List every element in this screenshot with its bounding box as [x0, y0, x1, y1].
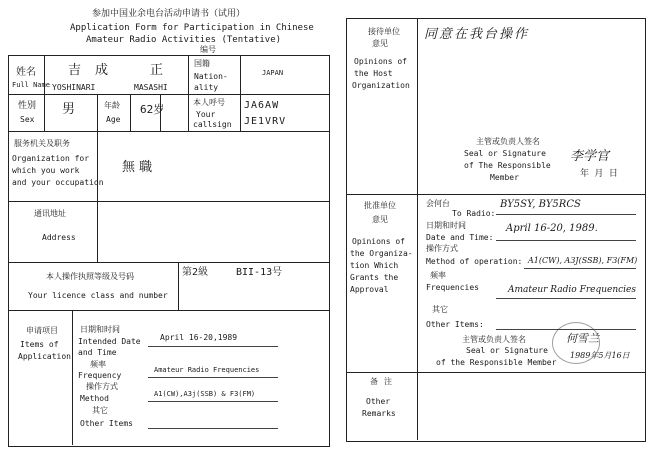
method-op-label-cn: 操作方式	[426, 244, 458, 253]
address-label-en: Address	[42, 233, 76, 242]
address-label-cn: 通讯地址	[34, 209, 66, 218]
organization-value: 無 職	[122, 160, 153, 175]
intended-date-value: April 16-20,1989	[160, 333, 238, 342]
form-title-en-line2: Amateur Radio Activities (Tentative)	[86, 35, 282, 45]
station-value: BY5SY, BY5RCS	[500, 199, 581, 210]
host-label-en2: the Host	[354, 69, 393, 78]
application-label-en1: Items of	[20, 340, 59, 349]
organization-label-en1: Organization for	[12, 154, 90, 163]
approval-date-value: 1989年5月16日	[570, 351, 630, 360]
method-label-en: Method	[80, 394, 109, 403]
frequency-value: Amateur Radio Frequencies	[154, 366, 260, 374]
callsign-label-en1: Your	[196, 110, 216, 119]
approval-seal-label-en1: Seal or Signature	[466, 346, 548, 355]
approval-signature: 何雪兰	[566, 332, 599, 345]
serial-number-label: 编号	[200, 45, 216, 54]
frequencies-label-en: Frequencies	[426, 283, 479, 292]
host-seal-label-cn: 主管或负责人签名	[476, 137, 540, 146]
sex-label-en: Sex	[20, 115, 35, 124]
host-label-en3: Organization	[352, 81, 410, 90]
nationality-label-en2: ality	[194, 83, 219, 92]
station-label-en: To Radio:	[452, 209, 496, 218]
application-label-cn: 申请项目	[26, 326, 58, 335]
method-op-label-en: Method of operation:	[426, 257, 523, 266]
application-label-en2: Application	[18, 352, 71, 361]
age-label-cn: 年龄	[104, 101, 120, 110]
approval-other-label-cn: 其它	[432, 305, 448, 314]
datetime-value: April 16-20, 1989.	[506, 223, 598, 234]
nationality-value: JAPAN	[262, 69, 284, 77]
frequencies-value: Amateur Radio Frequencies	[508, 285, 636, 295]
organization-label-en3: and your occupation	[12, 178, 104, 187]
family-name-cn: 正	[150, 63, 164, 78]
other-items-label-cn: 其它	[92, 406, 108, 415]
approval-other-label-en: Other Items:	[426, 320, 484, 329]
approval-label-en3: tion Which	[350, 261, 399, 270]
host-label-en1: Opinions of	[354, 57, 407, 66]
host-opinion-value: 同意在我台操作	[424, 27, 530, 42]
organization-label-cn: 服务机关及职务	[14, 139, 70, 148]
sex-label-cn: 性别	[18, 101, 37, 111]
approval-label-en4: Grants the	[350, 273, 399, 282]
host-seal-label-en2: of The Responsible	[464, 161, 551, 170]
callsign-value-2: JE1VRV	[244, 116, 287, 127]
datetime-label-en: Date and Time:	[426, 233, 494, 242]
approval-label-cn1: 批准单位	[364, 201, 396, 210]
left-form-page	[8, 55, 330, 447]
host-seal-label-en1: Seal or Signature	[464, 149, 546, 158]
approval-label-en2: the Organiza-	[350, 249, 413, 258]
intended-date-label-en2: and Time	[78, 348, 117, 357]
licence-class-value: 第2級	[182, 267, 209, 278]
licence-number-value: BII-13号	[236, 267, 283, 278]
sex-value: 男	[62, 102, 76, 117]
method-op-value: A1(CW), A3J(SSB), F3(FM)	[528, 256, 638, 265]
datetime-label-cn: 日期和时间	[426, 221, 466, 230]
remarks-label-en1: Other	[366, 397, 391, 406]
method-value: A1(CW),A3j(SSB) & F3(FM)	[154, 390, 256, 398]
frequencies-label-cn: 频率	[430, 271, 446, 280]
station-label-cn: 会何台	[426, 199, 450, 208]
nationality-label-cn: 国籍	[194, 59, 210, 68]
method-label-cn: 操作方式	[86, 382, 118, 391]
age-label-en: Age	[106, 115, 121, 124]
nationality-label-en1: Nation-	[194, 72, 228, 81]
approval-label-en1: Opinions of	[352, 237, 405, 246]
callsign-label-cn: 本人呼号	[193, 98, 225, 107]
host-label-cn2: 意见	[372, 39, 388, 48]
frequency-label-en: Frequency	[78, 371, 122, 380]
callsign-label-en2: callsign	[193, 120, 232, 129]
intended-date-label-en1: Intended Date	[78, 337, 141, 346]
given-name-cn: 吉成	[68, 63, 123, 78]
approval-seal-label-cn: 主管或负责人签名	[462, 335, 526, 344]
family-name-roman: MASASHI	[134, 83, 168, 92]
other-items-label-en: Other Items	[80, 419, 133, 428]
given-name-roman: YOSHINARI	[52, 83, 96, 92]
name-label-cn: 姓名	[16, 67, 36, 78]
remarks-label-en2: Remarks	[362, 409, 396, 418]
licence-label-en: Your licence class and number	[28, 291, 168, 300]
host-label-cn1: 接待单位	[368, 27, 400, 36]
name-label-en: Full Name	[12, 81, 50, 89]
form-title-cn: 参加中国业余电台活动申请书（试用）	[92, 9, 246, 19]
intended-date-label-cn: 日期和时间	[80, 325, 120, 334]
host-seal-label-en3: Member	[490, 173, 519, 182]
remarks-label-cn: 备注	[370, 377, 398, 386]
host-date-value: 年 月 日	[580, 169, 618, 179]
licence-label-cn: 本人操作执照等级及号码	[46, 272, 134, 281]
form-title-en-line1: Application Form for Participation in Chinese	[70, 23, 314, 33]
host-signature: 李学官	[570, 149, 610, 164]
approval-seal-label-en2: of the Responsible Member	[436, 358, 557, 367]
age-value: 62岁	[140, 103, 165, 116]
approval-label-en5: Approval	[350, 285, 389, 294]
organization-label-en2: which you work	[12, 166, 80, 175]
callsign-value-1: JA6AW	[244, 100, 280, 111]
frequency-label-cn: 频率	[90, 360, 106, 369]
approval-label-cn2: 意见	[372, 215, 388, 224]
